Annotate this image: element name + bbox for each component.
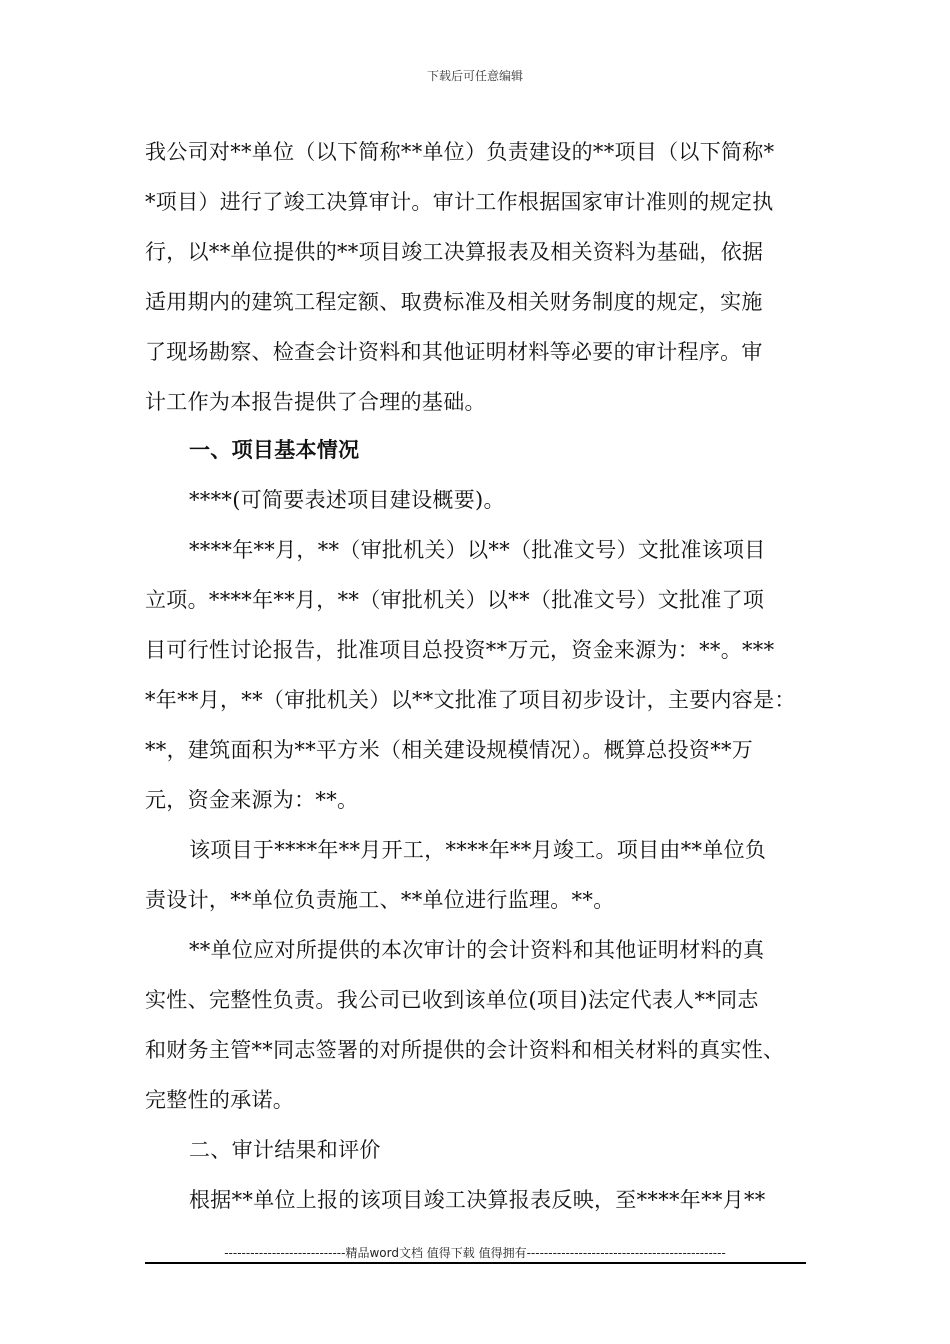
paragraph-line: 计工作为本报告提供了合理的基础。	[145, 390, 486, 414]
paragraph-line: 行，以**单位提供的**项目竣工决算报表及相关资料为基础，依据	[145, 240, 764, 264]
paragraph-line: ****(可简要表述项目建设概要)。	[189, 488, 505, 512]
paragraph-line: 根据**单位上报的该项目竣工决算报表反映，至****年**月**	[189, 1188, 766, 1212]
paragraph-line: 我公司对**单位（以下简称**单位）负责建设的**项目（以下简称*	[145, 140, 775, 164]
paragraph-line: ****年**月，**（审批机关）以**（批准文号）文批准该项目	[189, 538, 766, 562]
paragraph-line: 适用期内的建筑工程定额、取费标准及相关财务制度的规定，实施	[145, 290, 763, 314]
paragraph-line: 立项。****年**月，**（审批机关）以**（批准文号）文批准了项	[145, 588, 765, 612]
paragraph-line: *年**月，**（审批机关）以**文批准了项目初步设计，主要内容是：	[145, 688, 796, 712]
paragraph-line: *项目）进行了竣工决算审计。审计工作根据国家审计准则的规定执	[145, 190, 774, 214]
page-footer: ----------------------------精品word文档 值得下载 值得拥有----------------------------------------------	[224, 1246, 726, 1260]
footer-divider	[145, 1262, 806, 1264]
section-heading: 二、审计结果和评价	[189, 1138, 381, 1162]
paragraph-line: 完整性的承诺。	[145, 1088, 295, 1112]
paragraph-line: 实性、完整性负责。我公司已收到该单位(项目)法定代表人**同志	[145, 988, 759, 1012]
paragraph-line: **单位应对所提供的本次审计的会计资料和其他证明材料的真	[189, 938, 765, 962]
page-header: 下载后可任意编辑	[426, 69, 523, 83]
paragraph-line: 元，资金来源为：**。	[145, 788, 359, 812]
paragraph-line: 该项目于****年**月开工，****年**月竣工。项目由**单位负	[189, 838, 767, 862]
section-heading: 一、项目基本情况	[189, 438, 360, 462]
paragraph-line: 了现场勘察、检查会计资料和其他证明材料等必要的审计程序。审	[145, 340, 763, 364]
paragraph-line: **，建筑面积为**平方米（相关建设规模情况）。概算总投资**万	[145, 738, 754, 762]
paragraph-line: 目可行性讨论报告，批准项目总投资**万元，资金来源为：**。***	[145, 638, 775, 662]
paragraph-line: 责设计，**单位负责施工、**单位进行监理。**。	[145, 888, 615, 912]
paragraph-line: 和财务主管**同志签署的对所提供的会计资料和相关材料的真实性、	[145, 1038, 785, 1062]
